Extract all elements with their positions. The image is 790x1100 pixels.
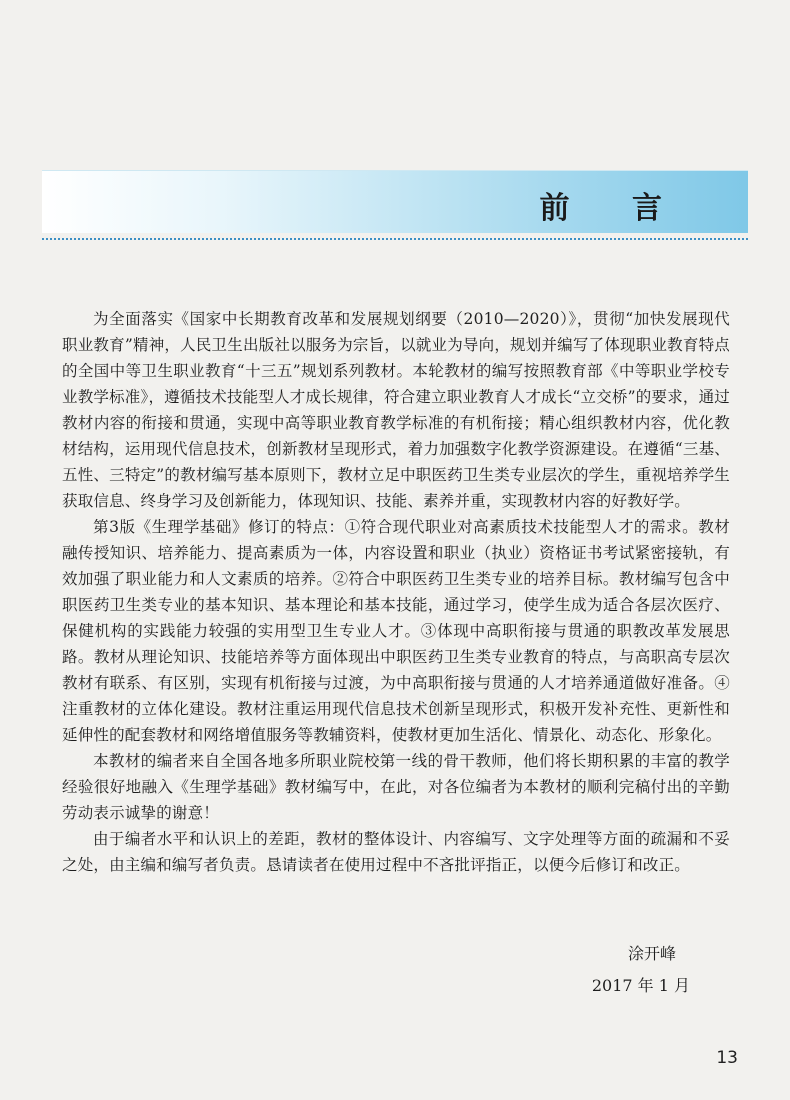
page-title: 前 言 <box>539 191 688 226</box>
preface-paragraph: 由于编者水平和认识上的差距，教材的整体设计、内容编写、文字处理等方面的疏漏和不妥之处，由主编和编写者负责。恳请读者在使用过程中不吝批评指正，以便今后修订和改正。 <box>62 830 730 874</box>
page-number: 13 <box>716 1048 738 1068</box>
banner-dotted-rule <box>42 238 748 240</box>
preface-paragraph: 为全面落实《国家中长期教育改革和发展规划纲要（2010—2020）》，贯彻“加快发展现代职业教育”精神，人民卫生出版社以服务为宗旨，以就业为导向，规划并编写了体现职业教育特点的全国中等卫生职业教育“十三五”规划系列教材。本轮教材的编写按照教育部《中等职业学校专业教学标准》，遵循技术技能型人才成长规律，符合建立职业教育人才成长“立交桥”的要求，通过教材内容的衔接和贯通，实现中高等职业教育教学标准的有机衔接；精心组织教材内容，优化教材结构，运用现代信息技术，创新教材呈现形式，着力加强数字化教学资源建设。在遵循“三基、五性、三特定”的教材编写基本原则下，教材立足中职医药卫生类专业层次的学生，重视培养学生获取信息、终身学习及创新能力，体现知识、技能、素养并重，实现教材内容的好教好学。 <box>62 310 730 510</box>
signature-block <box>592 938 690 1002</box>
signature-date: 2017 年 1 月 <box>591 976 690 995</box>
preface-paragraph: 第3版《生理学基础》修订的特点：①符合现代职业对高素质技术技能型人才的需求。教材融传授知识、培养能力、提高素质为一体，内容设置和职业（执业）资格证书考试紧密接轨，有效加强了职业能力和人文素质的培养。②符合中职医药卫生类专业的培养目标。教材编写包含中职医药卫生类专业的基本知识、基本理论和基本技能，通过学习，使学生成为适合各层次医疗、保健机构的实践能力较强的实用型卫生专业人才。③体现中高职衔接与贯通的职教改革发展思路。教材从理论知识、技能培养等方面体现出中职医药卫生类专业教育的特点，与高职高专层次教材有联系、有区别，实现有机衔接与过渡，为中高职衔接与贯通的人才培养通道做好准备。④注重教材的立体化建设。教材注重运用现代信息技术创新呈现形式，积极开发补充性、更新性和延伸性的配套教材和网络增值服务等教辅资料，使教材更加生活化、情景化、动态化、形象化。 <box>62 518 730 744</box>
signature-author: 涂开峰 <box>627 944 676 963</box>
preface-body <box>62 306 730 878</box>
preface-paragraph: 本教材的编者来自全国各地多所职业院校第一线的骨干教师，他们将长期积累的丰富的教学经验很好地融入《生理学基础》教材编写中，在此，对各位编者为本教材的顺利完稿付出的辛勤劳动表示诚挚的谢意！ <box>62 752 730 822</box>
title-banner <box>42 170 748 233</box>
